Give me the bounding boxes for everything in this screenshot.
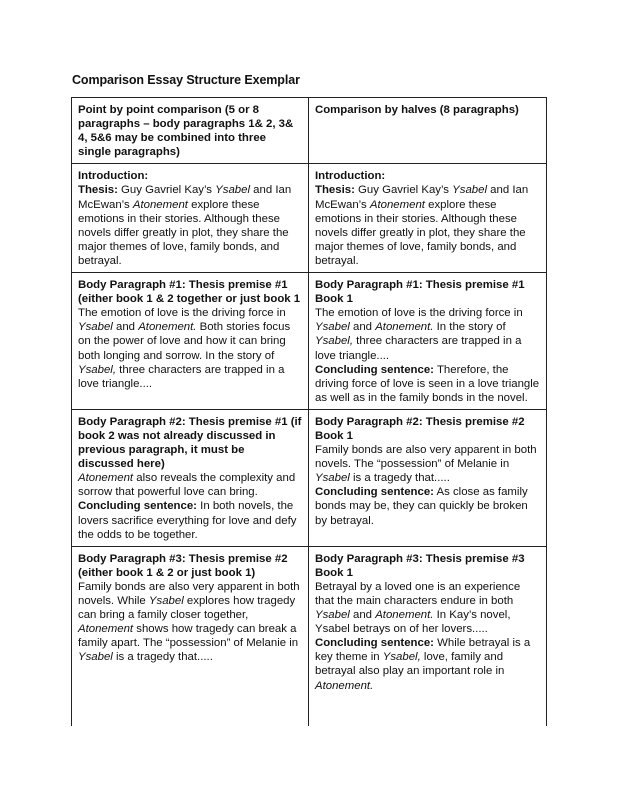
body-text: Betrayal by a loved one is an experience that the main characters endure in both <box>315 580 521 607</box>
intro-text: explore these emotions in their stories. Although these novels differ greatly in plot, they share the major themes of love, family bonds, and betrayal. <box>78 198 289 267</box>
intro-text: Guy Gavriel Kay’s <box>354 184 453 197</box>
concluding-text: While betrayal is a key theme in <box>315 637 531 664</box>
header-left-text: Point by point comparison (5 or 8 paragraphs – body paragraphs 1& 2, 3& 4, 5&6 may be combined into three single paragraphs) <box>78 104 294 159</box>
book-title: Ysabel, <box>382 651 421 664</box>
bp1-right-cell <box>309 273 547 410</box>
thesis-label: Thesis: <box>315 184 355 197</box>
intro-text: explore these emotions in their stories. Although these novels differ greatly in plot, they share the major themes of love, family bonds, and betrayal. <box>315 198 526 267</box>
bp2-left-heading: Body Paragraph #2: Thesis premise #1 (if book 2 was not already discussed in previous paragraph, it must be discussed here) <box>78 415 302 471</box>
body-text: love, family and betrayal also play an important role in <box>315 651 505 678</box>
bp2-right-cell <box>309 409 547 546</box>
intro-row <box>72 164 547 273</box>
body-text: shows how tragedy can break a family apart. The “possession” of Melanie in <box>78 623 299 650</box>
body-text: and <box>349 321 376 334</box>
concluding-label: Concluding sentence: <box>315 363 434 376</box>
body-text: In the story of <box>433 321 506 334</box>
book-title: Ysabel, <box>78 363 116 376</box>
body-text: Family bonds are also very apparent in both novels. While <box>78 580 300 607</box>
body-paragraph-2-row <box>72 409 547 546</box>
bp2-right-heading: Body Paragraph #2: Thesis premise #2 Book 1 <box>315 415 525 442</box>
book-title: Ysabel <box>452 184 488 197</box>
intro-text: Guy Gavriel Kay’s <box>117 184 216 197</box>
book-title: Atonement. <box>138 321 197 334</box>
body-text: three characters are trapped in a love triangle.... <box>315 335 522 362</box>
book-title: Ysabel <box>215 184 251 197</box>
body-text: The emotion of love is the driving force in <box>78 307 286 320</box>
concluding-label: Concluding sentence: <box>78 500 197 513</box>
bp1-left-cell <box>72 273 309 410</box>
bp2-left-cell <box>72 409 309 546</box>
body-text: explores how tragedy can bring a family closer together, <box>78 595 296 622</box>
intro-text: and Ian McEwan’s <box>315 184 529 211</box>
book-title: Atonement. <box>315 679 374 692</box>
book-title: Ysabel, <box>315 335 353 348</box>
bp1-right-heading: Body Paragraph #1: Thesis premise #1 Book 1 <box>315 279 525 306</box>
bp3-left-cell <box>72 546 309 726</box>
intro-right-cell <box>309 164 547 273</box>
book-title: Atonement. <box>375 609 434 622</box>
concluding-text: As close as family bonds may be, they can quickly be broken by betrayal. <box>315 486 528 527</box>
book-title: Atonement <box>132 198 188 211</box>
concluding-text: In both novels, the lovers sacrifice everything for love and defy the odds to be together. <box>78 500 297 541</box>
table-header-row <box>72 98 547 164</box>
header-by-halves <box>309 98 547 164</box>
body-text: and <box>112 321 139 334</box>
bp1-left-heading: Body Paragraph #1: Thesis premise #1 (either book 1 & 2 together or just book 1 <box>78 279 301 306</box>
body-text: Family bonds are also very apparent in both novels. The “possession” of Melanie in <box>315 444 537 471</box>
book-title: Atonement <box>78 472 134 485</box>
body-text: is a tragedy that..... <box>349 472 450 485</box>
book-title: Atonement <box>369 198 425 211</box>
body-text: Both stories focus on the power of love and how it can bring both longing and sorrow. In the story of <box>78 321 291 362</box>
intro-text: and Ian McEwan’s <box>78 184 292 211</box>
comparison-table <box>71 97 547 726</box>
body-text: The emotion of love is the driving force in <box>315 307 523 320</box>
body-text: also reveals the complexity and sorrow that powerful love can bring. <box>78 472 296 499</box>
document-title: Comparison Essay Structure Exemplar <box>72 73 300 87</box>
body-text: and <box>349 609 376 622</box>
body-paragraph-3-row <box>72 546 547 726</box>
intro-left-cell <box>72 164 309 273</box>
book-title: Ysabel <box>78 651 113 664</box>
book-title: Ysabel <box>148 595 184 607</box>
concluding-label: Concluding sentence: <box>315 486 434 499</box>
book-title: Ysabel <box>315 472 350 485</box>
header-right-text: Comparison by halves (8 paragraphs) <box>315 104 519 116</box>
bp3-right-heading: Body Paragraph #3: Thesis premise #3 Book 1 <box>315 552 525 579</box>
intro-heading: Introduction: <box>315 170 386 183</box>
concluding-text: Therefore, the driving force of love is seen in a love triangle as well as in the family bonds in the novel. <box>315 363 540 404</box>
bp3-right-cell <box>309 546 547 726</box>
body-text: three characters are trapped in a love triangle.... <box>78 363 285 390</box>
intro-heading: Introduction: <box>78 170 149 183</box>
book-title: Ysabel <box>78 321 113 334</box>
body-text: In Kay’s novel, Ysabel betrays on of her lovers..... <box>315 609 511 636</box>
book-title: Atonement <box>78 623 134 636</box>
book-title: Atonement. <box>375 321 434 334</box>
body-text: is a tragedy that..... <box>112 651 213 664</box>
bp3-left-heading: Body Paragraph #3: Thesis premise #2 (either book 1 & 2 or just book 1) <box>78 552 288 579</box>
header-point-by-point <box>72 98 309 164</box>
body-paragraph-1-row <box>72 273 547 410</box>
book-title: Ysabel <box>315 609 350 622</box>
concluding-label: Concluding sentence: <box>315 637 434 650</box>
book-title: Ysabel <box>315 321 350 334</box>
thesis-label: Thesis: <box>78 184 118 197</box>
